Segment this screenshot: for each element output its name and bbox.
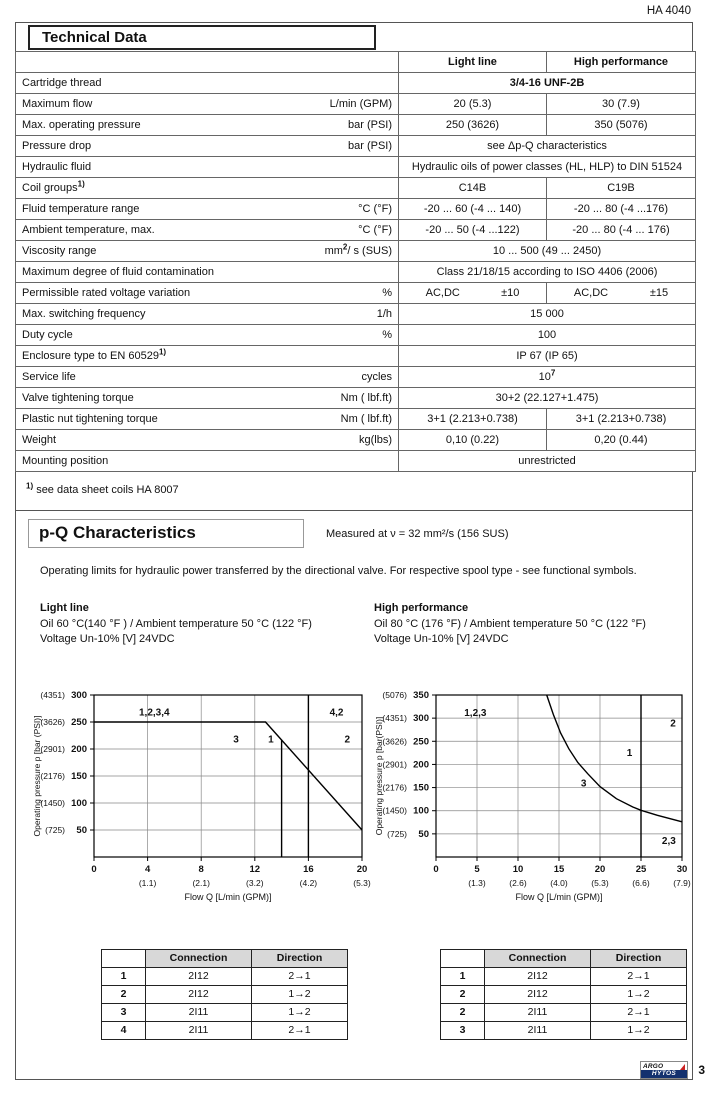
pq-title: p-Q Characteristics [28,519,304,548]
table-row [16,451,696,472]
row-label: Coil groups$^{1)}$ [22,179,85,194]
conn-row [441,968,687,986]
technical-data-title: Technical Data [28,25,376,50]
svg-text:Operating pressure p [bar (PSI: Operating pressure p [bar (PSI)] [32,715,42,837]
svg-text:(6.6): (6.6) [632,878,650,888]
svg-text:Flow Q [L/min (GPM)]: Flow Q [L/min (GPM)] [184,892,272,902]
svg-text:(4351): (4351) [40,690,65,700]
footnote-marker: 1) [26,481,34,491]
value-cell: 350 (5076) [547,115,696,136]
connection-value: 2I12 [485,968,591,986]
logo-triangle-icon [680,1064,685,1070]
table-row [16,115,696,136]
row-label-cell [16,73,399,94]
row-unit: Nm ( lbf.ft) [340,392,392,404]
table-row [16,262,696,283]
svg-text:(2.6): (2.6) [509,878,527,888]
svg-text:20: 20 [356,864,368,875]
value-cell: C19B [547,178,696,199]
svg-text:(4.0): (4.0) [550,878,568,888]
value-cell: Hydraulic oils of power classes (HL, HLP) to DIN 51524 [399,157,696,178]
svg-text:Flow Q [L/min (GPM)]: Flow Q [L/min (GPM)] [515,892,603,902]
conn-header-cell: Direction [591,950,687,968]
svg-text:50: 50 [418,828,429,840]
row-label-cell [16,115,399,136]
svg-text:0: 0 [433,864,439,875]
row-label: Weight [22,434,57,446]
svg-text:(3626): (3626) [382,736,407,747]
svg-text:100: 100 [413,805,429,817]
logo-hytos-text: HYTOS [641,1070,687,1078]
table-row [16,241,696,262]
value-cell: 3/4-16 UNF-2B [399,73,696,94]
chart-high-performance [372,687,692,909]
svg-text:(1.1): (1.1) [138,878,157,888]
svg-text:15: 15 [553,864,565,875]
svg-text:(2.1): (2.1) [192,878,210,888]
table-row [16,178,696,199]
table-row [16,388,696,409]
conn-header-cell: Connection [146,950,252,968]
svg-text:1: 1 [268,734,274,746]
row-label: Enclosure type to EN 60529$^{1)}$ [22,347,167,362]
conn-header-row [441,950,687,968]
header-cell-blank [16,52,399,73]
row-unit: °C (°F) [358,224,392,236]
value-cell: see Δp-Q characteristics [399,136,696,157]
condition-title: Light line [40,602,89,614]
svg-text:(4351): (4351) [382,713,407,724]
value-cell: -20 ... 80 (-4 ... 176) [547,220,696,241]
row-label-cell [16,430,399,451]
value-cell: Class 21/18/15 according to ISO 4406 (2006) [399,262,696,283]
value-cell: AC,DC ±15 [547,283,696,304]
row-label-cell [16,262,399,283]
row-label: Viscosity range [22,245,97,257]
condition-line: Oil 80 °C (176 °F) / Ambient temperature 50 °C (122 °F) [374,618,646,630]
value-cell: 20 (5.3) [399,94,547,115]
svg-text:(2901): (2901) [382,759,407,770]
svg-text:25: 25 [635,864,647,875]
svg-text:150: 150 [413,782,429,794]
direction-value: 1→2 [252,986,348,1004]
table-row [16,136,696,157]
value-cell: -20 ... 80 (-4 ...176) [547,199,696,220]
row-label-cell [16,283,399,304]
value-cell: C14B [399,178,547,199]
svg-text:(4.2): (4.2) [299,878,318,888]
conn-row [102,968,348,986]
svg-text:0: 0 [91,864,97,875]
spool-number: 3 [102,1004,146,1022]
table-row [16,430,696,451]
table-row [16,325,696,346]
row-label: Max. operating pressure [22,119,141,131]
conn-row [441,1004,687,1022]
pq-description: Operating limits for hydraulic power transferred by the directional valve. For respective spool type - see functional symbols. [40,565,637,577]
direction-value: 1→2 [591,986,687,1004]
svg-text:4,2: 4,2 [329,707,344,719]
row-label: Maximum flow [22,98,93,110]
row-label-cell [16,325,399,346]
conn-header-row [102,950,348,968]
value-cell: 0,10 (0.22) [399,430,547,451]
conn-header-cell: Connection [485,950,591,968]
svg-text:8: 8 [198,864,204,875]
svg-text:1,2,3,4: 1,2,3,4 [139,707,170,719]
spool-number: 2 [441,986,485,1004]
svg-text:(1450): (1450) [40,798,65,808]
spool-number: 2 [441,1004,485,1022]
conn-row [102,1022,348,1040]
connection-value: 2I12 [146,968,252,986]
connection-table-light-line [101,949,348,1040]
direction-value: 2→1 [252,968,348,986]
connection-table-high-performance [440,949,687,1040]
page-number: 3 [698,1063,705,1077]
svg-text:(3626): (3626) [40,717,65,727]
row-unit: bar (PSI) [347,140,392,152]
row-label-cell [16,199,399,220]
table-row [16,304,696,325]
conn-header-cell [102,950,146,968]
value-cell: 10 ... 500 (49 ... 2450) [399,241,696,262]
row-label: Mounting position [22,455,109,467]
row-label: Valve tightening torque [22,392,134,404]
table-row [16,157,696,178]
svg-text:(2901): (2901) [40,744,65,754]
row-label-cell [16,346,399,367]
pq-measured-note: Measured at ν = 32 mm²/s (156 SUS) [326,527,509,540]
svg-text:(3.2): (3.2) [246,878,264,888]
value-cell: 250 (3626) [399,115,547,136]
row-label-cell [16,136,399,157]
row-unit: Nm ( lbf.ft) [340,413,392,425]
connection-value: 2I11 [146,1004,252,1022]
row-label-cell [16,241,399,262]
conn-row [441,1022,687,1040]
table-row [16,367,696,388]
logo-argo-text: ARGO [643,1063,664,1070]
table-row [16,346,696,367]
row-label: Duty cycle [22,329,73,341]
chart-light-line [30,687,372,909]
conn-row [441,986,687,1004]
value-cell: AC,DC ±10 [399,283,547,304]
row-label: Ambient temperature, max. [22,224,155,236]
table-row [16,73,696,94]
svg-text:350: 350 [413,690,429,701]
svg-text:20: 20 [594,864,606,875]
value-cell: unrestricted [399,451,696,472]
conn-header-cell [441,950,485,968]
svg-text:10: 10 [512,864,524,875]
row-unit: cycles [361,371,392,383]
technical-data-table [15,51,696,472]
condition-line: Oil 60 °C(140 °F ) / Ambient temperature 50 °C (122 °F) [40,618,312,630]
svg-text:4: 4 [144,864,151,875]
connection-value: 2I11 [146,1022,252,1040]
row-unit: bar (PSI) [347,119,392,131]
value-cell: IP 67 (IP 65) [399,346,696,367]
value-cell: 30+2 (22.127+1.475) [399,388,696,409]
value-cell: 15 000 [399,304,696,325]
row-unit: kg(lbs) [358,434,392,446]
value-cell: 30 (7.9) [547,94,696,115]
svg-text:250: 250 [71,717,87,728]
spool-number: 3 [441,1022,485,1040]
connection-value: 2I12 [146,986,252,1004]
row-unit: % [382,287,392,299]
svg-text:30: 30 [676,864,688,875]
svg-text:16: 16 [303,864,314,875]
row-label-cell [16,157,399,178]
value-cell: 3+1 (2.213+0.738) [547,409,696,430]
condition-high-performance [374,601,689,647]
row-label-cell [16,388,399,409]
connection-value: 2I12 [485,986,591,1004]
row-unit: 1/h [376,308,392,320]
value-cell: 3+1 (2.213+0.738) [399,409,547,430]
pq-section-header [28,519,508,548]
condition-title: High performance [374,602,469,614]
row-unit: L/min (GPM) [329,98,392,110]
row-unit: % [382,329,392,341]
svg-text:250: 250 [413,736,429,748]
spool-number: 1 [102,968,146,986]
svg-text:(725): (725) [45,825,65,835]
row-label-cell [16,304,399,325]
row-label-cell [16,94,399,115]
svg-text:(2176): (2176) [382,782,407,793]
row-unit: $mm^2/$ s (SUS) [324,242,392,257]
svg-text:(2176): (2176) [40,771,65,781]
row-label-cell [16,367,399,388]
row-label: Service life [22,371,76,383]
svg-text:(5.3): (5.3) [353,878,371,888]
row-unit: °C (°F) [358,203,392,215]
svg-text:3: 3 [580,778,587,790]
svg-text:12: 12 [249,864,261,875]
table-row [16,220,696,241]
value-cell: -20 ... 50 (-4 ...122) [399,220,547,241]
svg-text:(7.9): (7.9) [673,878,691,888]
row-label: Max. switching frequency [22,308,146,320]
spool-number: 2 [102,986,146,1004]
value-cell: 100 [399,325,696,346]
svg-text:1: 1 [626,748,633,760]
brand-logo [640,1061,688,1079]
logo-top [641,1062,687,1070]
spool-number: 1 [441,968,485,986]
column-header: Light line [399,52,547,73]
doc-number: HA 4040 [646,5,691,17]
svg-text:100: 100 [71,798,87,809]
svg-text:300: 300 [413,713,429,725]
direction-value: 1→2 [591,1022,687,1040]
direction-value: 2→1 [252,1022,348,1040]
svg-text:200: 200 [413,759,429,771]
svg-text:2: 2 [670,718,676,730]
direction-value: 2→1 [591,1004,687,1022]
row-label-cell [16,220,399,241]
row-label: Maximum degree of fluid contamination [22,266,214,278]
svg-text:2: 2 [344,734,351,746]
svg-text:(1.3): (1.3) [468,878,486,888]
value-cell: 0,20 (0.44) [547,430,696,451]
value-cell: $10^7$ [399,367,696,388]
row-label-cell [16,178,399,199]
tech-footnote [26,481,179,496]
svg-text:200: 200 [71,744,87,755]
section-divider [16,510,692,511]
connection-value: 2I11 [485,1022,591,1040]
page-border [15,22,693,1080]
conn-row [102,986,348,1004]
svg-text:(725): (725) [387,828,407,839]
condition-line: Voltage Un-10% [V] 24VDC [40,633,175,645]
row-label: Plastic nut tightening torque [22,413,158,425]
column-header: High performance [547,52,696,73]
value-cell: -20 ... 60 (-4 ... 140) [399,199,547,220]
table-row [16,409,696,430]
svg-text:Operating pressure p [bar(PSI): Operating pressure p [bar(PSI)] [374,716,384,836]
condition-line: Voltage Un-10% [V] 24VDC [374,633,509,645]
conn-row [102,1004,348,1022]
svg-text:2,3: 2,3 [661,836,676,848]
svg-text:150: 150 [71,771,87,782]
spool-number: 4 [102,1022,146,1040]
svg-text:(5076): (5076) [382,690,407,700]
direction-value: 1→2 [252,1004,348,1022]
row-label: Fluid temperature range [22,203,140,215]
svg-text:(1450): (1450) [382,805,407,816]
row-label: Permissible rated voltage variation [22,287,191,299]
conn-header-cell: Direction [252,950,348,968]
table-header-row [16,52,696,73]
row-label: Pressure drop [22,140,92,152]
row-label: Cartridge thread [22,77,102,89]
table-row [16,283,696,304]
svg-text:3: 3 [233,734,239,746]
row-label: Hydraulic fluid [22,161,92,173]
svg-text:50: 50 [76,825,87,836]
connection-value: 2I11 [485,1004,591,1022]
footnote-text: see data sheet coils HA 8007 [36,484,179,496]
svg-text:300: 300 [71,690,87,701]
table-row [16,94,696,115]
table-row [16,199,696,220]
condition-light-line [40,601,370,647]
svg-text:5: 5 [474,864,480,875]
direction-value: 2→1 [591,968,687,986]
row-label-cell [16,451,399,472]
svg-text:1,2,3: 1,2,3 [464,707,487,719]
row-label-cell [16,409,399,430]
svg-text:(5.3): (5.3) [591,878,609,888]
